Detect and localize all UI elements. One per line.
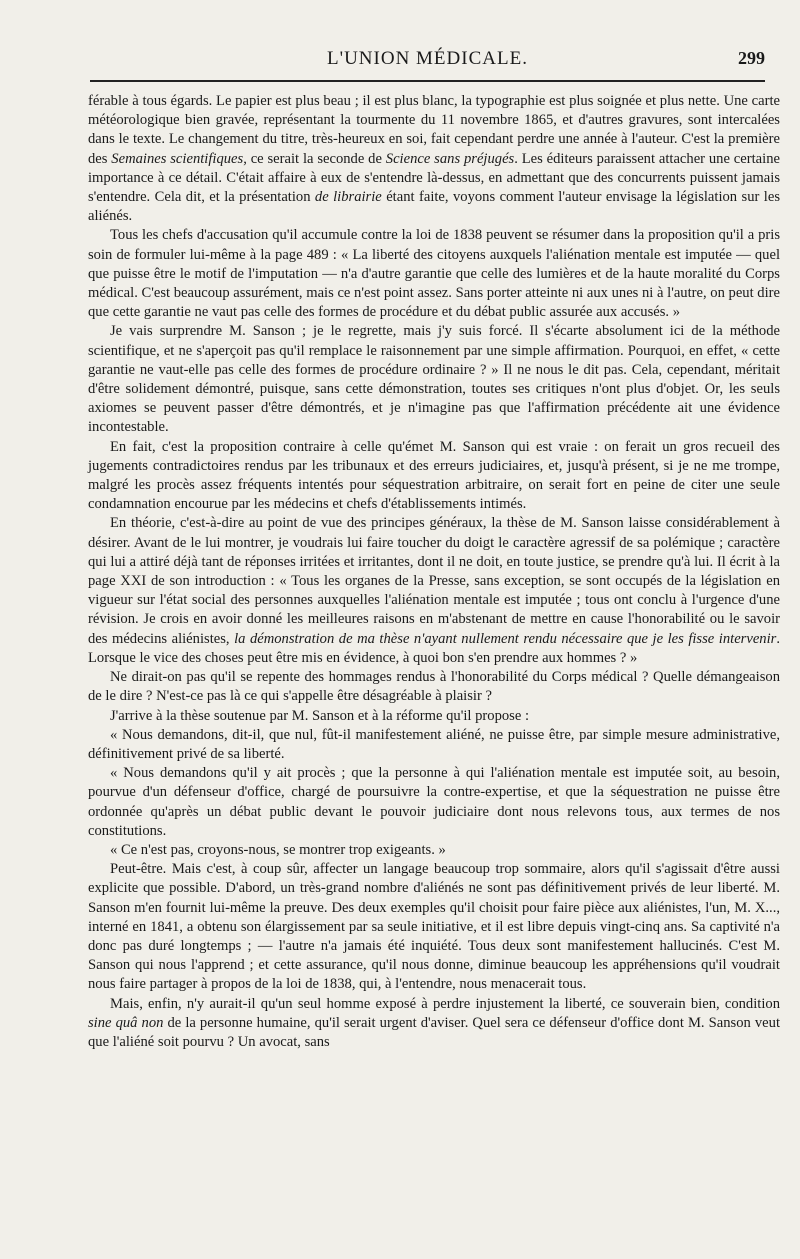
- text-run: En fait, c'est la proposition contraire à celle qu'émet M. Sanson qui est vraie : on ferait un gros recueil des jugements contradictoires rendus par les tribunaux et des erreurs judiciaires, et, jusqu'à présent, si je ne me trompe, malgré les procès assez fréquents intentés pour séquestration arbitraire, on serait fort en peine de citer une seule condamnation encourue par les médecins et chefs d'établissements intimés.: [88, 438, 780, 513]
- text-run: Mais, enfin, n'y aurait-il qu'un seul homme exposé à perdre injustement la liberté, ce souverain bien, condition: [110, 995, 780, 1012]
- text-run: En théorie, c'est-à-dire au point de vue des principes généraux, la thèse de M. Sanson laisse considérablement à désirer. Avant de le lui montrer, je voudrais lui faire toucher du doigt le caractère agressif de sa polémique ; caractère qui lui a attiré déjà tant de réponses irritées et irritantes, dont il ne doit, en toute justice, se prendre qu'à lui. Il écrit à la page XXI de son introduction : « Tous les organes de la Presse, sans exception, se sont occupés de la législation en vigueur sur l'état social des personnes auxquelles l'aliénation mentale est imputée ; tous ont conclu à l'urgence d'une révision. Je crois en avoir donné les meilleures raisons en m'abstenant de mettre en cause l'honorabilité ou le savoir des médecins aliénistes,: [88, 515, 780, 647]
- page-number: 299: [738, 48, 765, 68]
- italic-text: Semaines scientifiques: [111, 150, 244, 167]
- text-run: « Nous demandons qu'il y ait procès ; que la personne à qui l'aliénation mentale est imputée soit, au besoin, pourvue d'un défenseur d'office, chargé de poursuivre la contre-expertise, et que la séquestration ne puisse être ordonnée qu'après un débat public devant le pouvoir judiciaire dont nous relevons tous, aux termes de nos constitutions.: [88, 765, 780, 839]
- paragraph: [88, 707, 780, 726]
- italic-text: Science sans préjugés: [385, 150, 515, 167]
- paragraph: [88, 860, 780, 994]
- text-run: Tous les chefs d'accusation qu'il accumule contre la loi de 1838 peuvent se résumer dans la proposition qu'il a pris soin de formuler lui-même à la page 489 : « La liberté des citoyens auxquels l'aliénation mentale est imputée — quel que puisse être le motif de l'imputation — n'a d'autre garantie que celle des lumières et de la haute moralité du Corps médical. C'est beaucoup assurément, mais ce n'est point assez. Sans porter atteinte ni aux unes ni à l'autre, on peut dire que cette garantie ne vaut pas celle des formes de procédure et du débat public assurée aux accusés. »: [88, 227, 780, 321]
- text-run: férable à tous égards. Le papier est plus beau ; il est plus blanc, la typographie est plus soignée et plus nette. Une carte météorologique bien gravée, représentant la tourmente du 11 novembre 1865, et d'autres gravures, sont intercalées dans le texte. Le changement du titre, très-heureux en soi, fait cependant perdre une année à l'auteur. C'est la première des: [88, 93, 780, 167]
- text-run: étant faite, voyons comment l'auteur envisage la législation sur les aliénés.: [88, 189, 780, 225]
- paragraph: [88, 726, 780, 764]
- text-run: . Les éditeurs paraissent attacher une certaine importance à ce détail. C'était affaire à eux de s'entendre là-dessus, en admettant que des concurrents puissent jamais s'entendre. Cela dit, et la présentation: [88, 150, 780, 206]
- page-header: [90, 44, 765, 74]
- paragraph: [88, 995, 780, 1053]
- italic-text: la démonstration de ma thèse n'ayant nullement rendu nécessaire que je les fisse intervenir: [234, 630, 777, 647]
- text-run: Peut-être. Mais c'est, à coup sûr, affecter un langage beaucoup trop sommaire, alors qu'il s'agissait d'être aussi explicite que possible. D'abord, un très-grand nombre d'aliénés ne sont pas définitivement privés de leur liberté. M. Sanson m'en fournit lui-même la preuve. Des deux exemples qu'il choisit pour faire pièce aux aliénistes, l'un, M. X..., interné en 1841, a obtenu son élargissement par sa seule initiative, et il est libre depuis vingt-cinq ans. Sa captivité n'a donc pas duré longtemps ; — l'autre n'a jamais été inquiété. Tous deux sont manifestement hallucinés. C'est M. Sanson qui nous l'apprend ; et cette assurance, qu'il nous donne, diminue beaucoup les appréhensions qu'il voudrait nous faire partager à propos de la loi de 1838, qui, à l'entendre, nous menacerait tous.: [88, 861, 780, 993]
- italic-text: de librairie: [314, 189, 382, 206]
- text-run: Je vais surprendre M. Sanson ; je le regrette, mais j'y suis forcé. Il s'écarte absolument ici de la méthode scientifique, et ne s'aperçoit pas qu'il remplace le raisonnement par une simple affirmation. Pourquoi, en effet, « cette garantie ne vaut-elle pas celle des formes de procédure ordinaire ? » Il ne nous le dit pas. Cela, cependant, méritait d'être solidement démontré, puisque, sans cette démonstration, toutes ses critiques n'ont plus d'objet. Or, les seuls axiomes se peuvent passer d'être démontrés, et je n'imagine pas que l'affirmation précédente ait une évidence incontestable.: [88, 323, 780, 436]
- paragraph: [88, 841, 780, 860]
- paragraph: [88, 92, 780, 226]
- paragraph: [88, 438, 780, 515]
- text-run: J'arrive à la thèse soutenue par M. Sanson et à la réforme qu'il propose :: [110, 707, 530, 724]
- paragraph: [88, 668, 780, 706]
- running-title: L'UNION MÉDICALE.: [327, 48, 528, 69]
- italic-text: sine quâ non: [88, 1014, 164, 1031]
- paragraph: [88, 764, 780, 841]
- header-rule: [90, 80, 765, 82]
- text-run: , ce serait la seconde de: [243, 150, 386, 167]
- text-run: de la personne humaine, qu'il serait urgent d'aviser. Quel sera ce défenseur d'office dont M. Sanson veut que l'aliéné soit pourvu ? Un avocat, sans: [88, 1014, 780, 1050]
- text-run: . Lorsque le vice des choses peut être mis en évidence, à quoi bon s'en prendre aux hommes ? »: [88, 630, 780, 666]
- paragraph: [88, 226, 780, 322]
- paragraph: [88, 322, 780, 437]
- text-run: Ne dirait-on pas qu'il se repente des hommages rendus à l'honorabilité du Corps médical ? Quelle démangeaison de le dire ? N'est-ce pas là ce qui s'appelle être désagréable à plaisir ?: [88, 669, 780, 705]
- text-run: « Nous demandons, dit-il, que nul, fût-il manifestement aliéné, ne puisse être, par simple mesure administrative, définitivement privé de sa liberté.: [88, 726, 780, 762]
- text-run: « Ce n'est pas, croyons-nous, se montrer trop exigeants. »: [110, 841, 446, 858]
- body-text: [88, 92, 780, 1052]
- paragraph: [88, 514, 780, 668]
